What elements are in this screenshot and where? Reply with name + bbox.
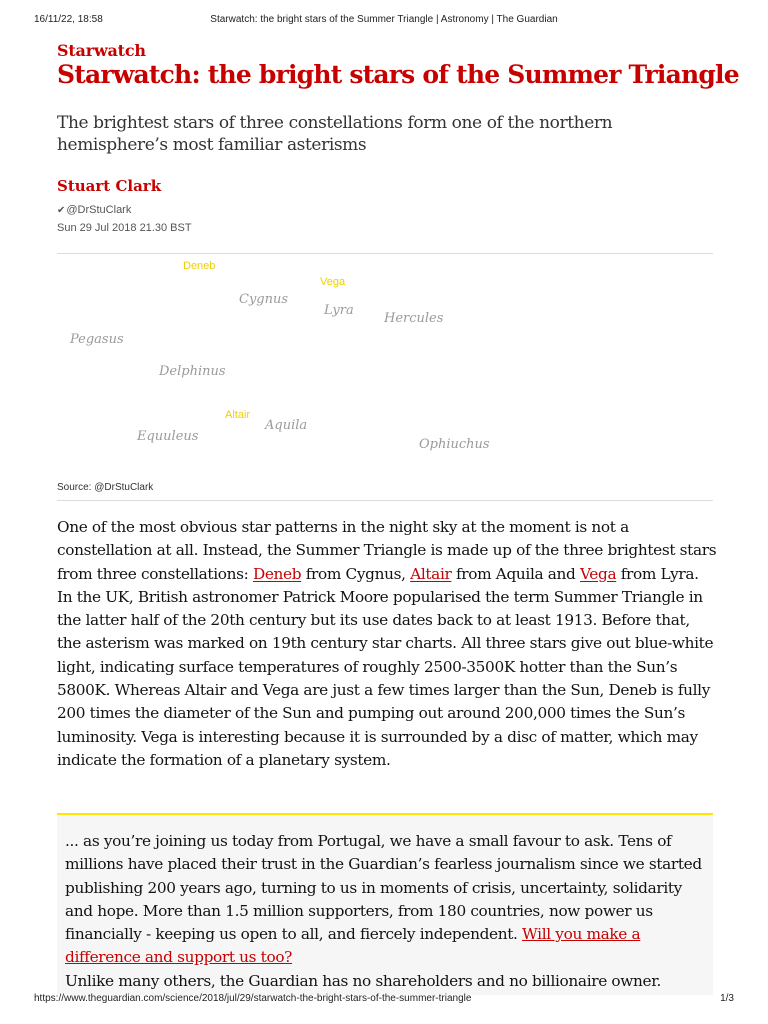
- body-text-segment: from Cygnus,: [301, 564, 411, 583]
- body-text-segment: from Lyra. In the UK, British astronomer Patrick Moore popularised the term Summer Triangle in the latter half of the 20th century but its use dates back to at least 1913. Before that, the asterism was marked on 19th century star charts. All three stars give out blue-white light, indicating surface temperatures of roughly 2500-3500K hotter than the Sun’s 5800K. Whereas Altair and Vega are just a few times larger than the Sun, Deneb is fully 200 times the diameter of the Sun and pumping out around 200,000 times the Sun’s luminosity. Vega is interesting because it is surrounded by a disc of matter, which may indicate the formation of a planetary system.: [57, 564, 714, 769]
- constellation-label-aquila: Aquila: [265, 418, 308, 433]
- constellation-label-lyra: Lyra: [324, 303, 354, 318]
- constellation-label-delphinus: Delphinus: [159, 364, 226, 379]
- twitter-handle-text: @DrStuClark: [66, 204, 132, 216]
- constellation-label-hercules: Hercules: [384, 311, 444, 326]
- epic-paragraph: [57, 830, 713, 970]
- constellation-label-cygnus: Cygnus: [239, 292, 289, 307]
- altair-link[interactable]: Altair: [410, 564, 452, 583]
- article-standfirst: The brightest stars of three constellations form one of the northern hemisphere’s most familiar asterisms: [57, 113, 613, 155]
- star-label-deneb: Deneb: [183, 260, 216, 272]
- print-url: https://www.theguardian.com/science/2018/jul/29/starwatch-the-bright-stars-of-the-summer-triangle: [34, 993, 472, 1004]
- print-header: [0, 14, 768, 34]
- author-byline[interactable]: Stuart Clark: [57, 177, 162, 195]
- epic-text: ... as you’re joining us today from Portugal, we have a small favour to ask. Tens of millions have placed their trust in the Guardian’s fearless journalism since we started publishing 200 years ago, turning to us in moments of crisis, uncertainty, solidarity and hope. More than 1.5 million supporters, from 180 countries, now power us financially - keeping us open to all, and fiercely independent.: [65, 832, 702, 944]
- star-map: [57, 254, 713, 484]
- twitter-icon: ✔: [57, 205, 66, 216]
- vega-link[interactable]: Vega: [580, 564, 617, 583]
- article-headline: Starwatch: the bright stars of the Summer Triangle: [57, 60, 739, 89]
- publish-date: Sun 29 Jul 2018 21.30 BST: [57, 222, 192, 234]
- star-label-altair: Altair: [225, 409, 251, 421]
- figure-source: Source: @DrStuClark: [57, 482, 154, 493]
- deneb-link[interactable]: Deneb: [252, 564, 302, 583]
- body-text-segment: from Aquila and: [451, 564, 581, 583]
- figure-bottom-rule: [57, 500, 713, 501]
- print-footer: [0, 993, 768, 1009]
- constellation-label-equuleus: Equuleus: [137, 429, 199, 444]
- print-page-number: 1/3: [720, 993, 734, 1004]
- epic-paragraph-2: Unlike many others, the Guardian has no shareholders and no billionaire owner.: [65, 971, 662, 990]
- star-label-vega: Vega: [320, 276, 346, 288]
- section-kicker[interactable]: Starwatch: [57, 41, 146, 60]
- print-datetime: 16/11/22, 18:58: [34, 14, 103, 25]
- constellation-label-ophiuchus: Ophiuchus: [419, 437, 490, 452]
- article-body-paragraph: [57, 516, 717, 772]
- support-cta-link[interactable]: Will you make a difference and support us too?: [65, 925, 641, 967]
- constellation-label-pegasus: Pegasus: [70, 332, 124, 347]
- twitter-handle[interactable]: [57, 204, 131, 216]
- support-epic: [57, 813, 713, 995]
- print-doc-title: Starwatch: the bright stars of the Summer Triangle | Astronomy | The Guardian: [210, 14, 558, 25]
- body-text-segment: One of the most obvious star patterns in the night sky at the moment is not a constellation at all. Instead, the Summer Triangle is made up of the three brightest stars from three constellations:: [57, 518, 717, 583]
